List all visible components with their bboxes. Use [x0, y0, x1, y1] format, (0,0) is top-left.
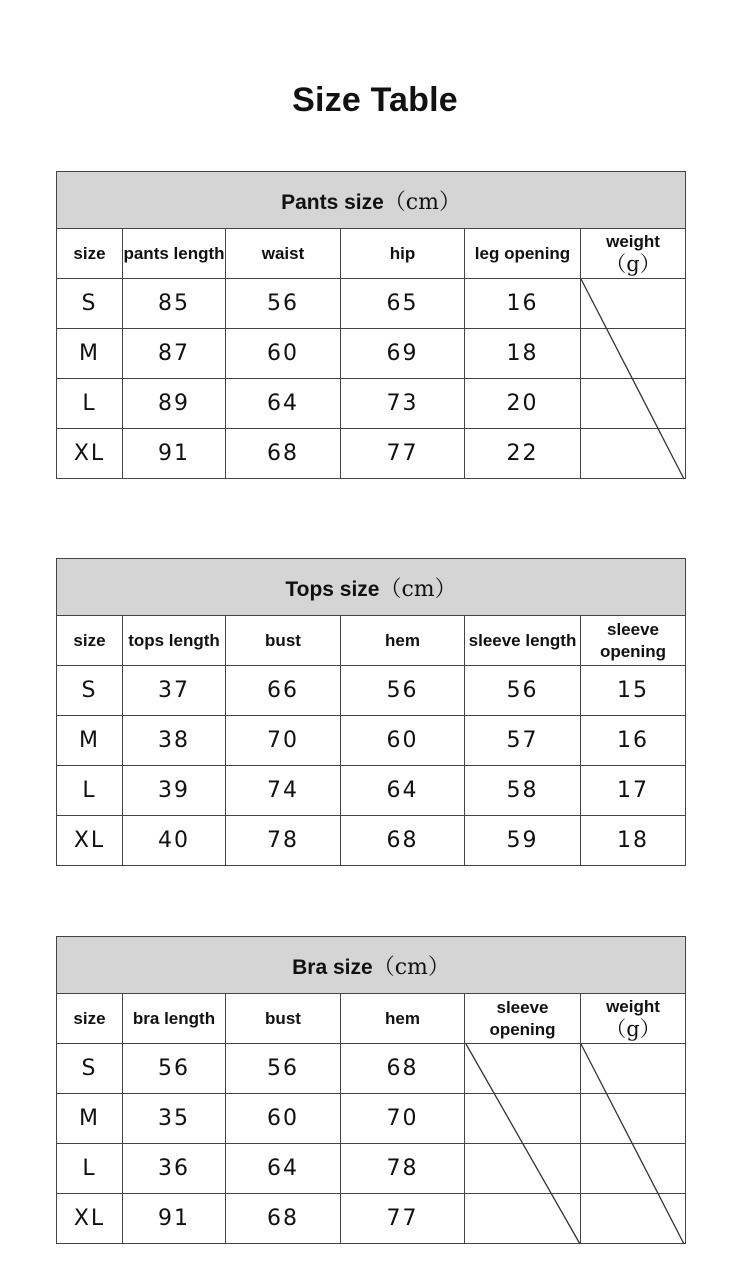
tops-header-size: size: [57, 616, 123, 666]
weight-cell-empty: [581, 1044, 686, 1094]
hip-cell: 77: [341, 429, 465, 479]
waist-cell: 60: [226, 329, 341, 379]
table-row: [57, 766, 686, 816]
sleeve-length-cell: 58: [465, 766, 581, 816]
weight-cell-empty: [581, 1094, 686, 1144]
leg-opening-cell: 22: [465, 429, 581, 479]
size-cell: XL: [57, 816, 123, 866]
bra-header-bra-length: bra length: [123, 994, 226, 1044]
table-row: [57, 1144, 686, 1194]
leg-opening-cell: 18: [465, 329, 581, 379]
pants-header-weight: weight（g）: [581, 229, 686, 279]
sleeve-length-cell: 56: [465, 666, 581, 716]
bra-length-cell: 91: [123, 1194, 226, 1244]
size-cell: S: [57, 666, 123, 716]
tops-length-cell: 40: [123, 816, 226, 866]
sleeve-opening-cell-empty: [465, 1094, 581, 1144]
bust-cell: 78: [226, 816, 341, 866]
pants-length-cell: 85: [123, 279, 226, 329]
sleeve-opening-cell-empty: [465, 1194, 581, 1244]
size-cell: M: [57, 329, 123, 379]
hem-cell: 56: [341, 666, 465, 716]
hem-cell: 78: [341, 1144, 465, 1194]
sleeve-opening-cell-empty: [465, 1044, 581, 1094]
tops-header-hem: hem: [341, 616, 465, 666]
sleeve-opening-cell: 17: [581, 766, 686, 816]
hip-cell: 65: [341, 279, 465, 329]
weight-cell-empty: [581, 279, 686, 329]
weight-cell-empty: [581, 429, 686, 479]
pants-header-leg-opening: leg opening: [465, 229, 581, 279]
size-cell: L: [57, 1144, 123, 1194]
table-row: [57, 279, 686, 329]
size-cell: S: [57, 279, 123, 329]
size-cell: L: [57, 379, 123, 429]
sleeve-opening-cell: 16: [581, 716, 686, 766]
hip-cell: 73: [341, 379, 465, 429]
tops-length-cell: 37: [123, 666, 226, 716]
hem-cell: 68: [341, 1044, 465, 1094]
leg-opening-cell: 20: [465, 379, 581, 429]
weight-cell-empty: [581, 329, 686, 379]
hem-cell: 60: [341, 716, 465, 766]
bust-cell: 64: [226, 1144, 341, 1194]
pants-header-hip: hip: [341, 229, 465, 279]
size-cell: M: [57, 1094, 123, 1144]
table-row: [57, 1044, 686, 1094]
hem-cell: 68: [341, 816, 465, 866]
weight-cell-empty: [581, 1144, 686, 1194]
table-row: [57, 1194, 686, 1244]
bust-cell: 56: [226, 1044, 341, 1094]
bust-cell: 70: [226, 716, 341, 766]
tops-header-sleeve-length: sleeve length: [465, 616, 581, 666]
size-cell: S: [57, 1044, 123, 1094]
bust-cell: 74: [226, 766, 341, 816]
tops-table-caption: Tops size（cm）: [57, 559, 686, 616]
bust-cell: 66: [226, 666, 341, 716]
weight-cell-empty: [581, 1194, 686, 1244]
sleeve-opening-cell-empty: [465, 1144, 581, 1194]
bra-header-bust: bust: [226, 994, 341, 1044]
table-row: [57, 716, 686, 766]
pants-header-size: size: [57, 229, 123, 279]
bra-header-size: size: [57, 994, 123, 1044]
tops-header-sleeve-opening: sleeve opening: [581, 616, 686, 666]
tops-size-table: [56, 558, 686, 866]
table-row: [57, 816, 686, 866]
bra-size-table: [56, 936, 686, 1244]
tops-header-tops-length: tops length: [123, 616, 226, 666]
leg-opening-cell: 16: [465, 279, 581, 329]
weight-cell-empty: [581, 379, 686, 429]
bra-header-hem: hem: [341, 994, 465, 1044]
sleeve-length-cell: 59: [465, 816, 581, 866]
bra-header-row: [57, 994, 686, 1044]
sleeve-opening-cell: 15: [581, 666, 686, 716]
tops-header-row: [57, 616, 686, 666]
size-cell: XL: [57, 429, 123, 479]
pants-table-caption: Pants size（cm）: [57, 172, 686, 229]
hem-cell: 70: [341, 1094, 465, 1144]
bust-cell: 68: [226, 1194, 341, 1244]
size-cell: M: [57, 716, 123, 766]
table-row: [57, 429, 686, 479]
hem-cell: 77: [341, 1194, 465, 1244]
table-row: [57, 666, 686, 716]
table-row: [57, 1094, 686, 1144]
bra-length-cell: 56: [123, 1044, 226, 1094]
bra-header-weight: weight（g）: [581, 994, 686, 1044]
pants-header-pants-length: pants length: [123, 229, 226, 279]
table-row: [57, 329, 686, 379]
page-title: Size Table: [292, 81, 458, 119]
pants-length-cell: 91: [123, 429, 226, 479]
pants-size-table: [56, 171, 686, 479]
bra-table-caption: Bra size（cm）: [57, 937, 686, 994]
tops-length-cell: 39: [123, 766, 226, 816]
pants-header-waist: waist: [226, 229, 341, 279]
pants-length-cell: 87: [123, 329, 226, 379]
hem-cell: 64: [341, 766, 465, 816]
hip-cell: 69: [341, 329, 465, 379]
waist-cell: 64: [226, 379, 341, 429]
pants-length-cell: 89: [123, 379, 226, 429]
bra-header-sleeve-opening: sleeve opening: [465, 994, 581, 1044]
bra-length-cell: 35: [123, 1094, 226, 1144]
bust-cell: 60: [226, 1094, 341, 1144]
tops-header-bust: bust: [226, 616, 341, 666]
sleeve-opening-cell: 18: [581, 816, 686, 866]
waist-cell: 68: [226, 429, 341, 479]
waist-cell: 56: [226, 279, 341, 329]
table-row: [57, 379, 686, 429]
sleeve-length-cell: 57: [465, 716, 581, 766]
tops-length-cell: 38: [123, 716, 226, 766]
bra-length-cell: 36: [123, 1144, 226, 1194]
pants-header-row: [57, 229, 686, 279]
size-cell: L: [57, 766, 123, 816]
size-cell: XL: [57, 1194, 123, 1244]
